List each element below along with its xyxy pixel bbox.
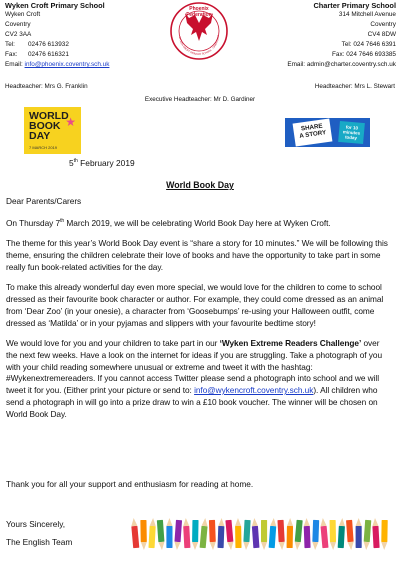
signature: The English Team — [6, 537, 73, 547]
right-school-fax: Fax: 024 7646 693385 — [332, 51, 396, 59]
left-school-postcode: CV2 3AA — [5, 31, 32, 39]
pencil-icon — [287, 518, 294, 548]
right-school-email: Email: admin@charter.coventry.sch.uk — [287, 61, 396, 69]
right-school-tel: Tel: 024 7646 6391 — [341, 41, 396, 49]
executive-headteacher: Executive Headteacher: Mr D. Gardiner — [144, 96, 256, 103]
pencil-icon — [277, 520, 285, 550]
pencil-icon — [338, 518, 346, 548]
pencil-icon — [330, 520, 337, 550]
pencil-icon — [251, 518, 259, 548]
thanks-line: Thank you for all your support and enthusiasm for reading at home. — [6, 479, 254, 489]
left-school-fax: Fax: 02476 616321 — [5, 51, 69, 59]
logo-top-text: Phoenix — [189, 6, 209, 12]
pencil-icon — [140, 520, 147, 550]
pencil-icon — [183, 518, 191, 548]
right-school-postcode: CV4 8DW — [367, 31, 396, 39]
pencil-icon — [320, 518, 329, 548]
paragraph-1: On Thursday 7th March 2019, we will be celebrating World Book Day here at Wyken Croft. — [6, 218, 331, 229]
share-a-story-logo: SHARE A STORY for 10 minutes today — [285, 118, 370, 147]
pencil-icon — [261, 520, 267, 550]
pencil-icon — [372, 518, 380, 548]
right-school-header — [246, 1, 396, 71]
pencil-icon — [148, 518, 156, 548]
left-school-header — [5, 1, 155, 71]
pencil-icon — [243, 520, 251, 550]
pencil-icon — [192, 520, 199, 550]
greeting: Dear Parents/Carers — [6, 196, 82, 206]
pencil-icon — [381, 520, 388, 550]
pencil-icon — [209, 520, 216, 550]
letter-title: World Book Day — [166, 180, 234, 190]
pencil-icon — [235, 518, 242, 548]
pencil-icon — [356, 518, 362, 548]
pencils-illustration — [131, 517, 389, 551]
left-school-address2: Coventry — [5, 21, 31, 29]
phoenix-federation-logo — [169, 1, 229, 61]
left-school-tel: Tel: 02476 613932 — [5, 41, 69, 49]
pencil-icon — [131, 518, 139, 548]
world-book-day-logo: WORLD BOOK DAY 7 MARCH 2019 ★ — [24, 107, 81, 154]
right-school-address1: 314 Mitchell Avenue — [338, 11, 396, 18]
left-school-name: Wyken Croft Primary School — [5, 1, 105, 10]
right-school-name: Charter Primary School — [313, 1, 396, 10]
pencil-icon — [157, 520, 165, 550]
logo-bottom-text: Federation — [186, 12, 212, 18]
star-icon: ★ — [65, 115, 76, 129]
pencil-icon — [303, 518, 310, 548]
pencil-icon — [269, 518, 277, 548]
left-headteacher: Headteacher: Mrs G. Franklin — [5, 83, 88, 90]
pencil-icon — [346, 520, 354, 550]
left-school-address1: Wyken Croft — [5, 11, 41, 18]
pencil-icon — [294, 520, 303, 550]
pencil-icon — [363, 520, 371, 550]
pencil-icon — [312, 520, 319, 550]
logo-ring-text: WYKEN CROFT PRIMARY SCHOOL · CHARTER P — [178, 34, 221, 57]
signoff: Yours Sincerely, — [6, 519, 66, 529]
pencil-icon — [218, 518, 225, 548]
email-link[interactable]: info@wykencroft.coventry.sch.uk — [194, 385, 314, 396]
paragraph-2: The theme for this year’s World Book Day event is “share a story for 10 minutes.” We will be following this theme, ensuring the children celebrate their love of books and have the opportunity to take part in some really fun book-related activities for the day. — [6, 238, 388, 272]
pencil-icon — [166, 518, 172, 548]
pencil-icon — [174, 520, 182, 550]
right-school-address2: Coventry — [370, 21, 396, 29]
left-school-email-link[interactable]: info@phoenix.coventry.sch.uk — [24, 61, 110, 69]
paragraph-4: We would love for you and your children to take part in our ‘Wyken Extreme Readers Challenge’ over the next few weeks. Have a look on the internet for ideas if you are struggling. Take a photograph of you with your child reading somewhere unusual or extreme and tweet it with the hashtag: #Wykenextremereaders. If you cannot access Twitter please send a photograph into school and we will tweet it for you. (Either print your picture or send to: info@wykencroft.coventry.sch.uk). All children who send a photograph in will go into a prize draw to win a £10 book voucher. The winner will be chosen on World Book Day. — [6, 337, 383, 419]
paragraph-3: To make this already wonderful day even more special, we would love for the children to come to school dressed as their favourite book character or author. For example, they could come dressed as an animal from ‘Dear Zoo’ (in your onesie), a character from ‘Goosebumps’ re-using your Halloween outfit, come dressed as ‘Matilda’ or in your pyjamas and slippers with your favourite bedtime story! — [6, 282, 384, 328]
letter-body — [6, 196, 392, 429]
left-school-email: Email: info@phoenix.coventry.sch.uk — [5, 61, 110, 69]
pencil-icon — [200, 518, 209, 548]
pencil-icon — [225, 520, 234, 550]
letter-date: 5th February 2019 — [69, 158, 135, 168]
right-headteacher: Headteacher: Mrs L. Stewart — [314, 83, 395, 90]
